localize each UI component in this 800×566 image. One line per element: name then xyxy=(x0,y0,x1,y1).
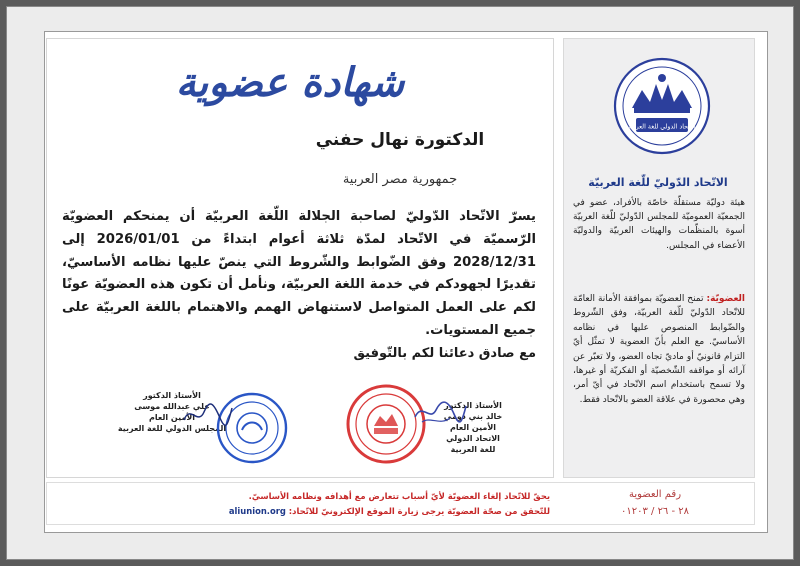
footer-notes xyxy=(130,489,550,519)
certificate-closing: مع صادق دعائنا لكم بالتّوفيق xyxy=(353,346,536,361)
recipient-name: الدكتورة نهال حفني xyxy=(315,130,485,150)
certificate-title xyxy=(175,50,405,115)
signature-left-role: الأمين العام xyxy=(148,413,196,422)
footer-note-cancel: يحقّ للاتّحاد إلغاء العضويّة لأيّ أسباب تتعارض مع أهدافه ونظامه الأساسيّ. xyxy=(248,491,550,501)
signature-right-title: الأستاذ الدكتور xyxy=(444,401,502,410)
sidebar-heading: الاتّحاد الدّوليّ للّغة العربيّة xyxy=(588,176,728,189)
signature-left-name: علي عبدالله موسى xyxy=(134,402,210,411)
footer-verify-link[interactable]: aliunion.org xyxy=(228,506,286,516)
footer-note-verify-text: للتّحقق من صحّة العضويّة يرجى زيارة الموقع الإلكترونيّ للاتّحاد: xyxy=(285,506,550,516)
svg-text:الاتحاد الدولي للغة العربية: الاتحاد الدولي للغة العربية xyxy=(628,123,696,131)
membership-number-value: ٢٨ - ٢٦ / ٠١٢٠٣ xyxy=(620,506,690,517)
signature-right-role: الأمين العام xyxy=(449,423,497,432)
recipient-country: جمهورية مصر العربية xyxy=(342,172,458,187)
signature-left-org: المجلس الدولي للغة العربية xyxy=(117,424,227,433)
membership-number-label: رقم العضوية xyxy=(628,489,682,500)
membership-terms-text: تمنح العضويّة بموافقة الأمانة العامّة للاتّحاد الدّوليّ للّغة العربيّة، وفق الشّروط والضّوابط المنصوص عليها في نظامه الأساسيّ. مع العلم بأنّ العضوية لا تمثّل أيّ التزام قانونيّ أو ماديّ تجاه العضو، ولا تعبّر عن آرائه أو مواقفه الشّخصيّة أو الفكريّة أو غيرها، ولا تسمح باستخدام اسم الاتّحاد في أيّ أمر، وهي محصورة في علاقة العضو بالاتّحاد فقط. xyxy=(573,294,745,405)
signature-left-scribble xyxy=(180,398,236,434)
signature-right-org: الاتحاد الدولي للغة العربية xyxy=(446,434,500,454)
certificate-body: يسرّ الاتّحاد الدّوليّ لصاحبة الجلالة اللّغة العربيّة أن يمنحكم العضويّة الرّسميّة في الاتّحاد لمدّة ثلاثة أعوام ابتداءً من 2026/01/01 إلى 2028/12/31 وفق الضّوابط والشّروط التي ينصّ عليها نظامه الأساسيّ، تقديرًا لجهودكم في خدمة اللغة العربيّة، ونأمل أن تكون هذه العضويّة عونًا لكم على العمل المتواصل لاستنهاض الهمم والاهتمام باللغة العربيّة على جميع المستويات. xyxy=(62,209,537,338)
union-logo-icon xyxy=(612,56,712,156)
signature-right-scribble xyxy=(410,392,470,432)
sidebar-description: هيئة دوليّة مستقلّة خاصّة بالأفراد، عضو في الجمعيّة العموميّة للمجلس الدّوليّ للّغة العربيّة أسوة بالمنظّمات والهيئات العربيّة والدوليّة الأعضاء في المجلس. xyxy=(573,198,745,251)
sidebar-membership-terms xyxy=(573,292,745,407)
svg-text:شهادة عضوية: شهادة عضوية xyxy=(175,59,405,106)
signature-right-name: خالد بني دومي xyxy=(443,412,503,421)
footer-note-verify xyxy=(130,504,550,519)
signature-left-title: الأستاذ الدكتور xyxy=(143,391,201,400)
membership-terms-label: العضويّة: xyxy=(706,294,745,304)
